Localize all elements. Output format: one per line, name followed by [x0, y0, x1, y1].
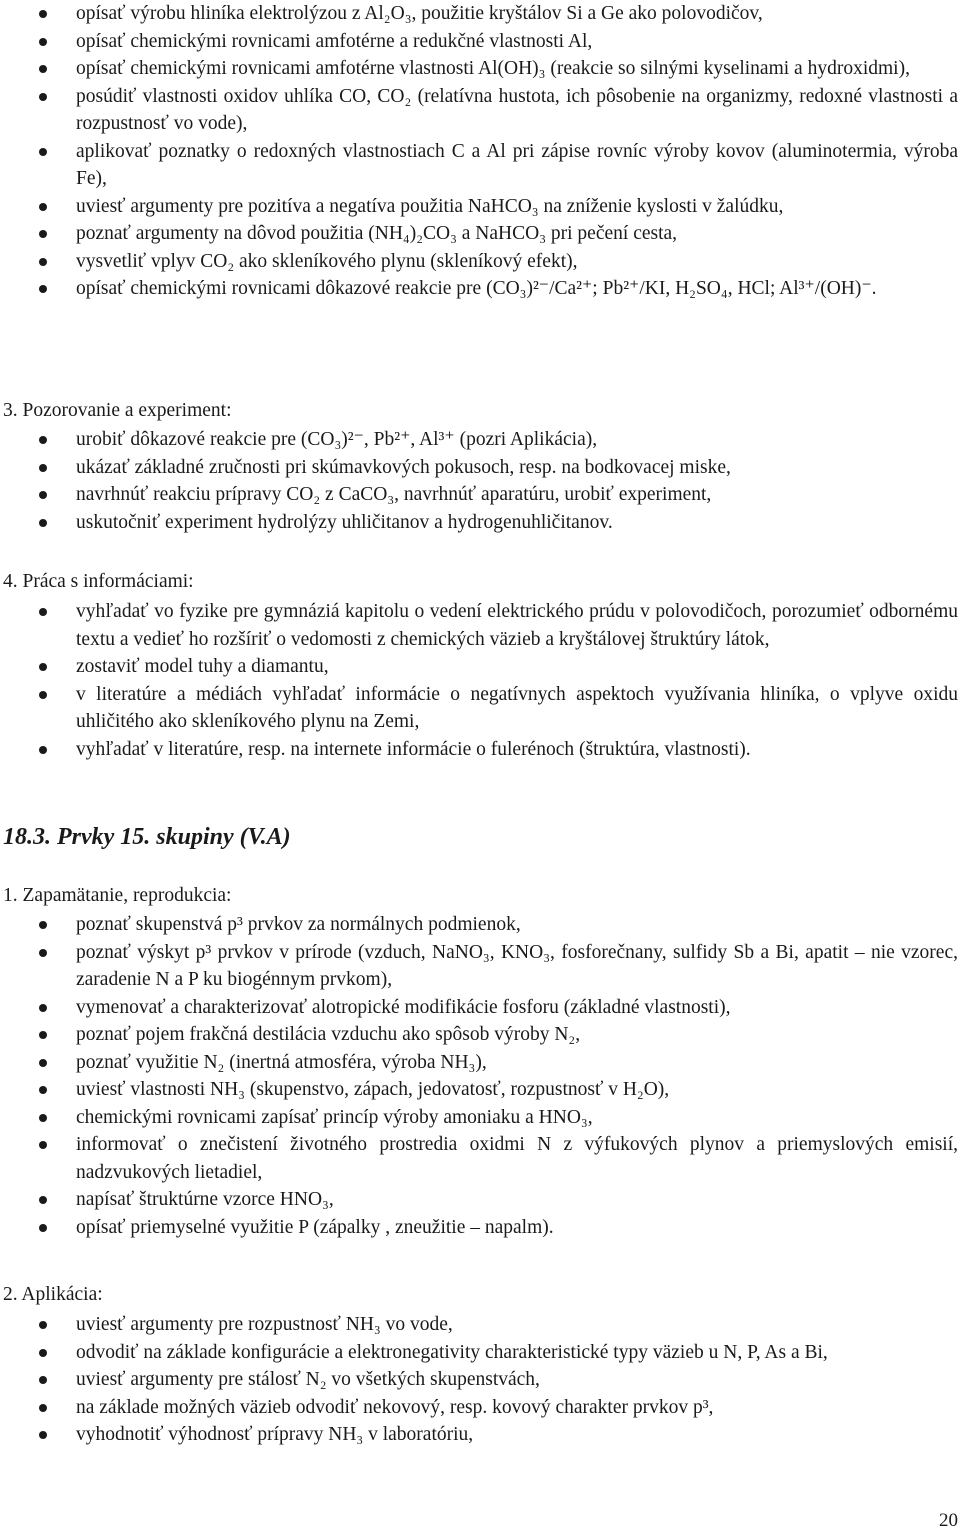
list-item: opísať chemickými rovnicami amfotérne a redukčné vlastnosti Al,: [0, 28, 960, 56]
list-item: poznať využitie N₂ (inertná atmosféra, výroba NH₃),: [0, 1049, 960, 1077]
top-list: [0, 0, 960, 303]
bullet-icon: [39, 1196, 47, 1204]
bullet-icon: [39, 1031, 47, 1039]
section3-list: [0, 426, 960, 536]
list-item: napísať štruktúrne vzorce HNO₃,: [0, 1186, 960, 1214]
list-item: ukázať základné zručnosti pri skúmavkových pokusoch, resp. na bodkovacej miske,: [0, 454, 960, 482]
list-item: vymenovať a charakterizovať alotropické modifikácie fosforu (základné vlastnosti),: [0, 994, 960, 1022]
list-item: uviesť argumenty pre pozitíva a negatíva použitia NaHCO₃ na zníženie kyslosti v žalúdku,: [0, 193, 960, 221]
list-item: opísať chemickými rovnicami dôkazové reakcie pre (CO₃)²⁻/Ca²⁺; Pb²⁺/KI, H₂SO₄, HCl; Al³⁺/(OH)⁻.: [0, 275, 960, 303]
bullet-icon: [39, 65, 47, 73]
list-item: poznať výskyt p³ prvkov v prírode (vzduch, NaNO₃, KNO₃, fosforečnany, sulfidy Sb a Bi, apatit – nie vzorec, zaradenie N a P ku biogénnym prvkom),: [0, 939, 960, 994]
list-item: informovať o znečistení životného prostredia oxidmi N z výfukových plynov a priemyslových emisií, nadzvukových lietadiel,: [0, 1131, 960, 1186]
bullet-icon: [39, 921, 47, 929]
list-item: uviesť vlastnosti NH₃ (skupenstvo, zápach, jedovatosť, rozpustnosť v H₂O),: [0, 1076, 960, 1104]
list-item: aplikovať poznatky o redoxných vlastnostiach C a Al pri zápise rovníc výroby kovov (aluminotermia, výroba Fe),: [0, 138, 960, 193]
bullet-icon: [39, 519, 47, 527]
bullet-icon: [39, 608, 47, 616]
section-heading: 1. Zapamätanie, reprodukcia:: [3, 885, 232, 906]
bullet-icon: [39, 1376, 47, 1384]
bullet-icon: [39, 285, 47, 293]
list-item: odvodiť na základe konfigurácie a elektronegativity charakteristické typy väzieb u N, P, As a Bi,: [0, 1339, 960, 1367]
bullet-icon: [39, 1086, 47, 1094]
list-item: urobiť dôkazové reakcie pre (CO₃)²⁻, Pb²⁺, Al³⁺ (pozri Aplikácia),: [0, 426, 960, 454]
bullet-icon: [39, 949, 47, 957]
bullet-icon: [39, 1224, 47, 1232]
bullet-icon: [39, 464, 47, 472]
bullet-icon: [39, 491, 47, 499]
bullet-icon: [39, 258, 47, 266]
bullet-icon: [39, 436, 47, 444]
bullet-icon: [39, 38, 47, 46]
bullet-icon: [39, 1059, 47, 1067]
list-item: navrhnúť reakciu prípravy CO₂ z CaCO₃, navrhnúť aparatúru, urobiť experiment,: [0, 481, 960, 509]
bullet-icon: [39, 203, 47, 211]
list-item: posúdiť vlastnosti oxidov uhlíka CO, CO₂ (relatívna hustota, ich pôsobenie na organizmy, redoxné vlastnosti a rozpustnosť vo vode),: [0, 83, 960, 138]
section-heading: 4. Práca s informáciami:: [3, 571, 194, 592]
section-heading: 2. Aplikácia:: [3, 1284, 103, 1305]
list-item: vyhľadať v literatúre, resp. na internete informácie o fulerénoch (štruktúra, vlastnosti).: [0, 736, 960, 764]
bullet-icon: [39, 93, 47, 101]
bullet-icon: [39, 148, 47, 156]
bullet-icon: [39, 10, 47, 18]
list-item: chemickými rovnicami zapísať princíp výroby amoniaku a HNO₃,: [0, 1104, 960, 1132]
bullet-icon: [39, 230, 47, 238]
list-item: uskutočniť experiment hydrolýzy uhličitanov a hydrogenuhličitanov.: [0, 509, 960, 537]
list-item: vyhľadať vo fyzike pre gymnáziá kapitolu o vedení elektrického prúdu v polovodičoch, porozumieť odbornému textu a vedieť ho rozšíriť o vedomosti z chemických väzieb a kryštálovej štruktúry látok,: [0, 598, 960, 653]
list-item: poznať argumenty na dôvod použitia (NH₄)₂CO₃ a NaHCO₃ pri pečení cesta,: [0, 220, 960, 248]
list-item: opísať chemickými rovnicami amfotérne vlastnosti Al(OH)₃ (reakcie so silnými kyselinami a hydroxidmi),: [0, 55, 960, 83]
list-item: uviesť argumenty pre rozpustnosť NH₃ vo vode,: [0, 1311, 960, 1339]
section4-list: [0, 598, 960, 763]
list-item: opísať priemyselné využitie P (zápalky , zneužitie – napalm).: [0, 1214, 960, 1242]
bullet-icon: [39, 1404, 47, 1412]
bullet-icon: [39, 1431, 47, 1439]
section-heading: 3. Pozorovanie a experiment:: [3, 400, 232, 421]
list-item: uviesť argumenty pre stálosť N₂ vo všetkých skupenstvách,: [0, 1366, 960, 1394]
chapter-title: 18.3. Prvky 15. skupiny (V.A): [3, 824, 291, 850]
bullet-icon: [39, 1321, 47, 1329]
bullet-icon: [39, 663, 47, 671]
bullet-icon: [39, 746, 47, 754]
section2-list: [0, 1311, 960, 1449]
bullet-icon: [39, 1114, 47, 1122]
bullet-icon: [39, 691, 47, 699]
list-item: zostaviť model tuhy a diamantu,: [0, 653, 960, 681]
list-item: vyhodnotiť výhodnosť prípravy NH₃ v laboratóriu,: [0, 1421, 960, 1449]
bullet-icon: [39, 1349, 47, 1357]
list-item: opísať výrobu hliníka elektrolýzou z Al₂O₃, použitie kryštálov Si a Ge ako polovodičov,: [0, 0, 960, 28]
list-item: v literatúre a médiách vyhľadať informácie o negatívnych aspektoch využívania hliníka, o vplyve oxidu uhličitého ako skleníkového plynu na Zemi,: [0, 681, 960, 736]
bullet-icon: [39, 1141, 47, 1149]
list-item: vysvetliť vplyv CO₂ ako skleníkového plynu (skleníkový efekt),: [0, 248, 960, 276]
list-item: na základe možných väzieb odvodiť nekovový, resp. kovový charakter prvkov p³,: [0, 1394, 960, 1422]
page-number: 20: [939, 1510, 958, 1531]
bullet-icon: [39, 1004, 47, 1012]
list-item: poznať skupenstvá p³ prvkov za normálnych podmienok,: [0, 911, 960, 939]
section1-list: [0, 911, 960, 1241]
list-item: poznať pojem frakčná destilácia vzduchu ako spôsob výroby N₂,: [0, 1021, 960, 1049]
